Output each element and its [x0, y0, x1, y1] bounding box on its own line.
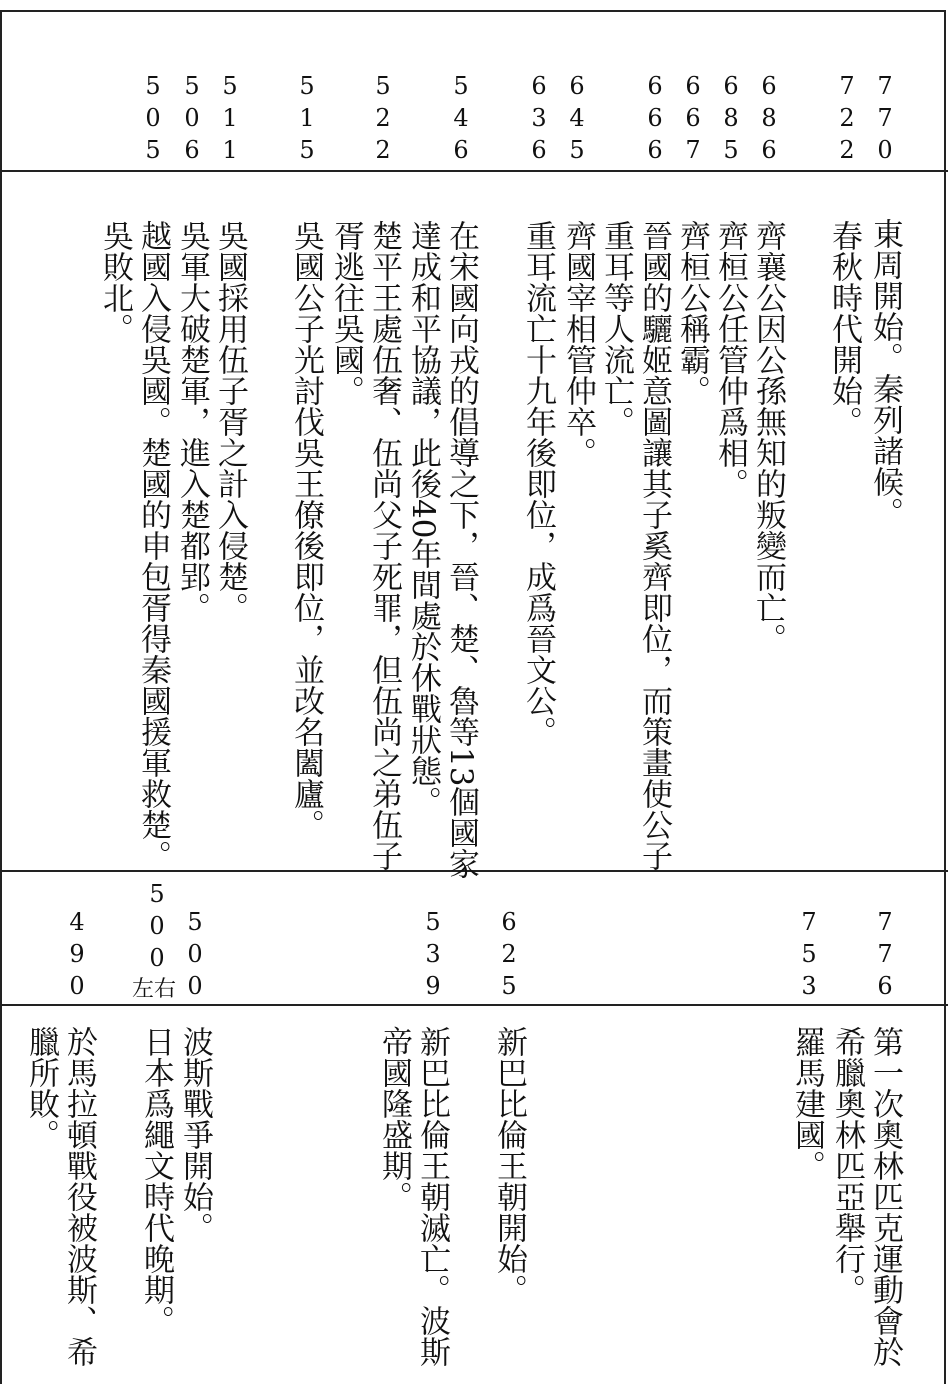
event-marathon-line1: 於馬拉頓戰役被波斯、希: [61, 1026, 97, 1367]
event-peace-line1: 在宋國向戎的倡導之下，晉、楚、魯等13個國家: [443, 220, 479, 880]
approx-label: 左右: [132, 977, 177, 1002]
event-olympics-line1: 第一次奧林匹克運動會於: [867, 1026, 903, 1367]
year-511: 511: [216, 72, 244, 168]
year-500-approx: 500: [143, 880, 171, 976]
year-539: 539: [419, 908, 447, 1004]
event-jin-wengong: 重耳流亡十九年後即位，成爲晉文公。: [520, 220, 556, 747]
year-722: 722: [833, 72, 861, 168]
event-persian-wars: 波斯戰爭開始。: [177, 1026, 213, 1243]
year-686: 686: [755, 72, 783, 168]
year-522: 522: [369, 72, 397, 168]
event-olympics-line2: 希臘奧林匹亞舉行。: [829, 1026, 865, 1305]
event-guan-zhong-minister: 齊桓公任管仲爲相。: [712, 220, 748, 499]
event-spring-autumn: 春秋時代開始。: [826, 220, 862, 437]
year-505: 505: [139, 72, 167, 168]
event-ying-captured: 吳軍大破楚軍，進入楚都郢。: [174, 220, 210, 623]
year-515: 515: [293, 72, 321, 168]
year-506: 506: [178, 72, 206, 168]
event-qi-hegemon: 齊桓公稱霸。: [674, 220, 710, 406]
event-yue-invades-line2: 吳敗北。: [97, 220, 133, 344]
event-wu-zixu-line2: 胥逃往吳國。: [328, 220, 364, 406]
year-500: 500: [181, 908, 209, 1004]
event-wu-invades-chu: 吳國採用伍子胥之計入侵楚。: [212, 220, 248, 623]
event-east-zhou: 東周開始。秦列諸候。: [867, 218, 903, 528]
year-645: 645: [563, 72, 591, 168]
event-jomon-period: 日本爲繩文時代晚期。: [138, 1026, 174, 1336]
year-753: 753: [795, 908, 823, 1004]
divider-lower-years: [0, 1004, 948, 1006]
year-770: 770: [871, 72, 899, 168]
year-490: 490: [63, 908, 91, 1004]
event-peace-line2: 達成和平協議，此後40年間處於休戰狀態。: [405, 220, 441, 818]
event-guan-zhong-death: 齊國宰相管仲卒。: [560, 220, 596, 468]
event-wu-zixu-line1: 楚平王處伍奢、伍尚父子死罪，但伍尚之弟伍子: [366, 220, 402, 871]
event-neo-babylon-end-line2: 帝國隆盛期。: [376, 1026, 412, 1212]
event-marathon-line2: 臘所敗。: [23, 1026, 59, 1150]
event-neo-babylon-end-line1: 新巴比倫王朝滅亡。波斯: [414, 1026, 450, 1367]
year-685: 685: [717, 72, 745, 168]
divider-upper-years: [0, 170, 948, 172]
year-666: 666: [641, 72, 669, 168]
event-rome-founded: 羅馬建國。: [789, 1026, 825, 1181]
year-625: 625: [495, 908, 523, 1004]
year-636: 636: [525, 72, 553, 168]
event-helu: 吳國公子光討伐吳王僚後即位，並改名闔廬。: [288, 220, 324, 840]
year-667: 667: [679, 72, 707, 168]
year-776: 776: [871, 908, 899, 1004]
event-liji-line2: 重耳等人流亡。: [598, 220, 634, 437]
event-qi-xianggong: 齊襄公因公孫無知的叛變而亡。: [750, 220, 786, 654]
event-liji-line1: 晉國的驪姬意圖讓其子奚齊即位，而策畫使公子: [636, 220, 672, 871]
event-yue-invades-line1: 越國入侵吳國。楚國的申包胥得秦國援軍救楚。: [135, 220, 171, 871]
year-546: 546: [447, 72, 475, 168]
event-neo-babylon-start: 新巴比倫王朝開始。: [491, 1026, 527, 1305]
